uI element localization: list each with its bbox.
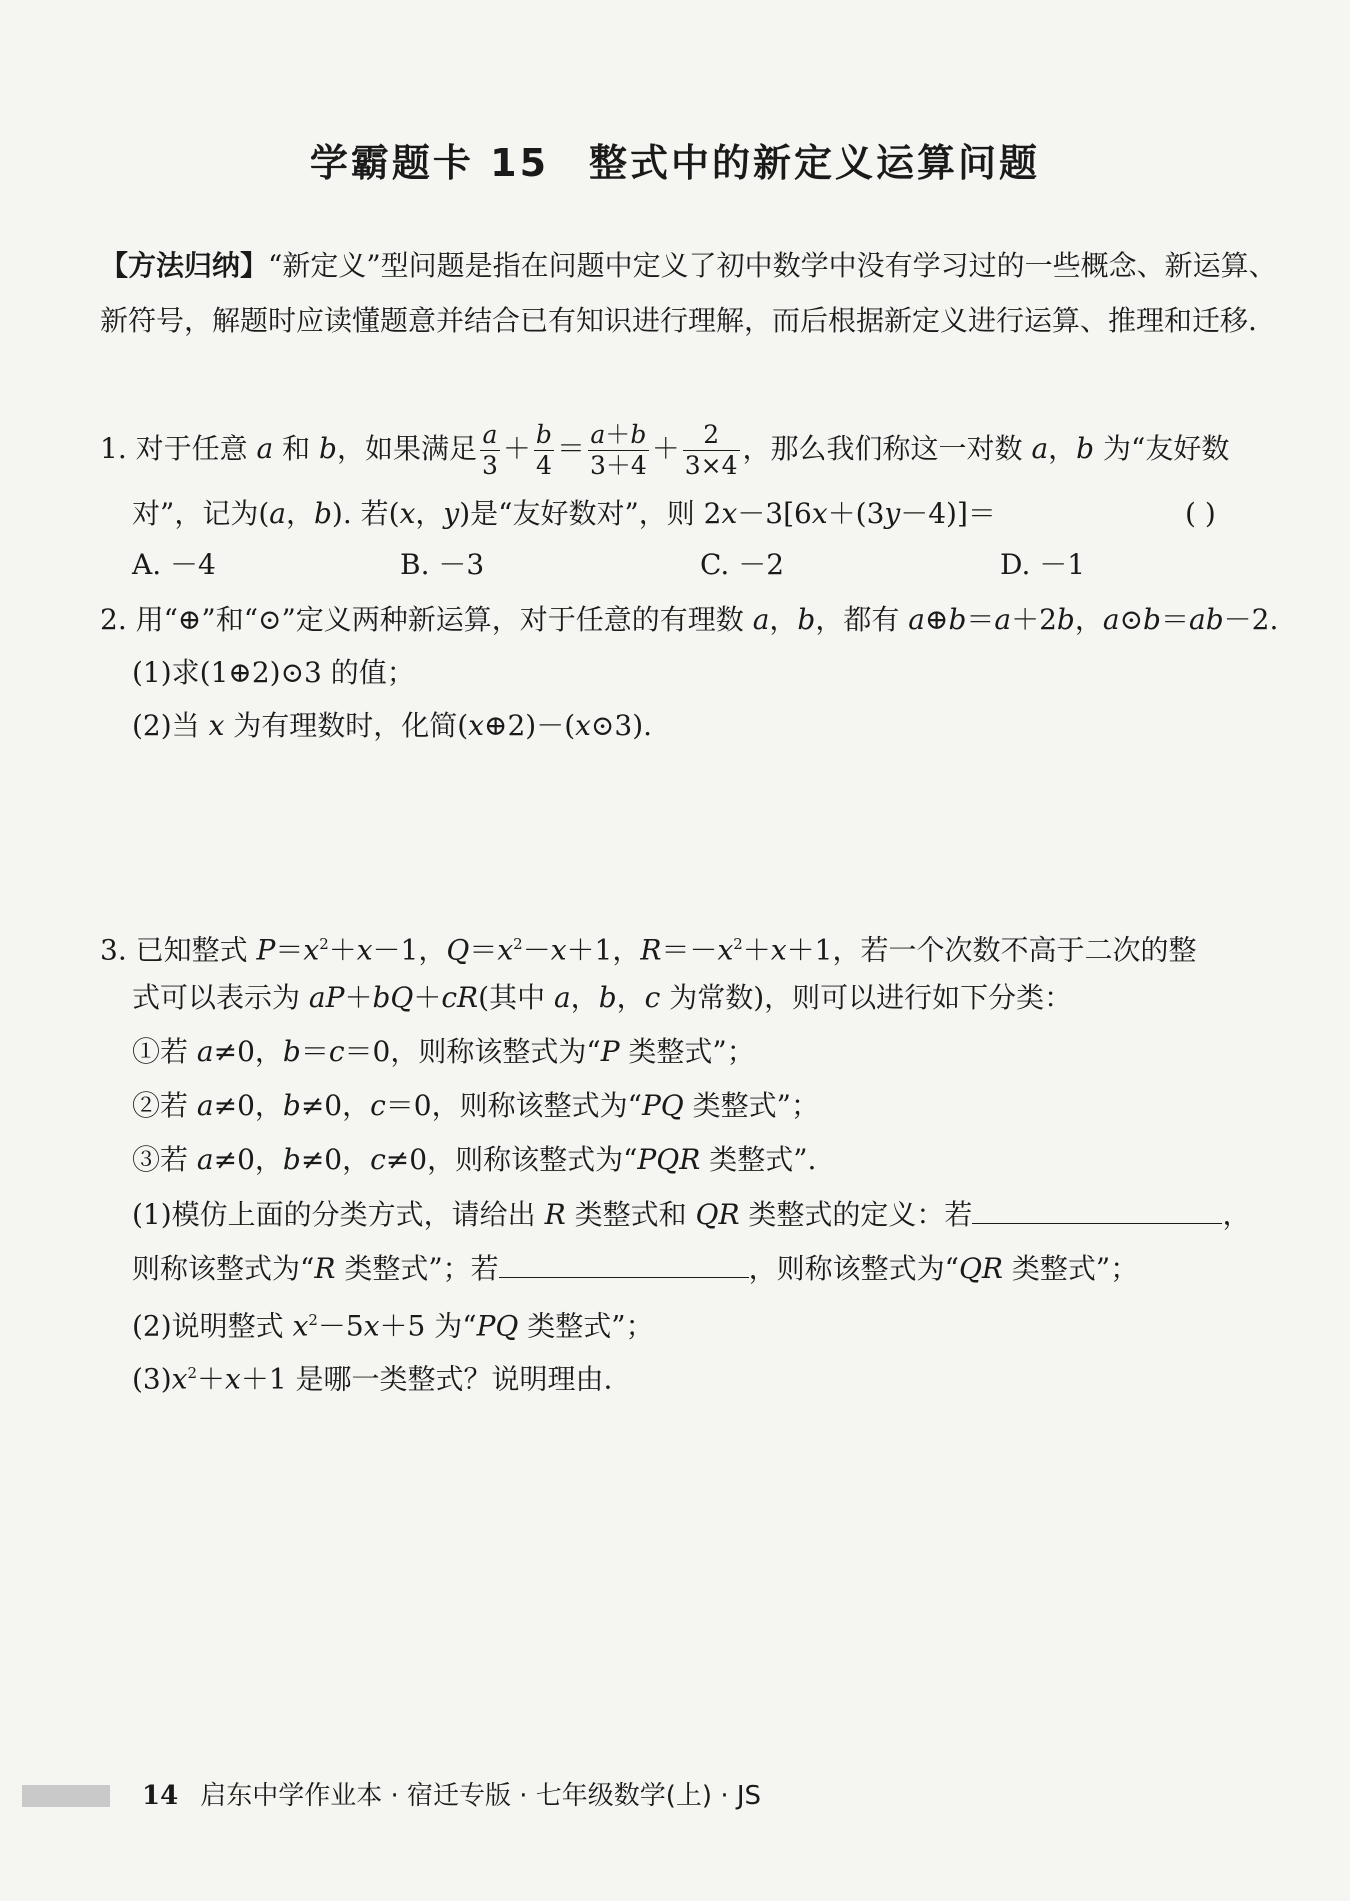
q3-text: 类整式”；	[683, 1089, 819, 1122]
option-b: B. －3	[400, 548, 485, 581]
q3-line1: 3. 已知整式 $P=x^2+x-1$，$Q=x^2-x+1$，$R=-x^2+x+1$，若一个次数不高于二次的整	[100, 933, 1197, 967]
q3-text: 则称该整式为“	[132, 1252, 315, 1285]
q2-sub2: (2)当 x 为有理数时，化简(x⊕2)－(x⊙3).	[132, 709, 653, 742]
q3-case2: ②若 a≠0，b≠0，c＝0，则称该整式为“PQ 类整式”；	[132, 1089, 819, 1122]
answer-parentheses: ( )	[1185, 497, 1216, 530]
q2-text: ⊙3).	[590, 709, 653, 742]
q3-text: (其中	[478, 981, 554, 1014]
q3-case1: ①若 a≠0，b＝c＝0，则称该整式为“P 类整式”；	[132, 1035, 755, 1068]
q3-text: 类整式”；	[1003, 1252, 1139, 1285]
q1-text: 对”，记为(	[132, 497, 270, 530]
q2-line1: 2. 用“⊕”和“⊙”定义两种新运算，对于任意的有理数 a，b，都有 a⊕b＝a＋2b，a⊙b＝ab－2.	[100, 603, 1279, 636]
q3-text: 类整式”；	[619, 1035, 755, 1068]
q3-text: ③若	[132, 1143, 197, 1176]
q3-sub1-line1: (1)模仿上面的分类方式，请给出 R 类整式和 QR 类整式的定义：若 ，	[132, 1193, 1250, 1233]
title-topic: 整式中的新定义运算问题	[589, 141, 1041, 185]
q1-text: ). 若(	[331, 497, 400, 530]
q1-text: ，如果满足	[336, 432, 477, 465]
q3-text: 类整式的定义：若	[739, 1198, 973, 1231]
q1-line2: 对”，记为(a，b). 若(x，y)是“友好数对”，则 2x－3[6x＋(3y－4)]＝	[132, 497, 996, 530]
q3-text: (2)说明整式	[132, 1309, 293, 1343]
q3-text: ，则称该整式为“	[431, 1089, 642, 1122]
q3-text: 类整式”；	[518, 1309, 654, 1343]
option-c: C. －2	[700, 548, 785, 581]
fraction: $\frac{a}{3}$	[482, 420, 498, 480]
q1-text: 为“友好数	[1094, 432, 1230, 465]
q3-text: ，若一个次数不高于二次的整	[832, 933, 1197, 967]
q1-text: 和	[273, 432, 320, 465]
fraction: $\frac{a+b}{3+4}$	[589, 420, 647, 480]
q3-line2: 式可以表示为 aP＋bQ＋cR(其中 a，b，c 为常数)，则可以进行如下分类：	[132, 981, 1073, 1014]
page-number: 14	[142, 1781, 179, 1811]
page-title	[0, 132, 1350, 187]
option-d: D. －1	[1000, 548, 1086, 581]
q3-text: ，则称该整式为“	[748, 1252, 959, 1285]
q3-text: 3. 已知整式	[100, 933, 257, 967]
q3-text: 类整式”；若	[335, 1252, 499, 1285]
q1-text: ＝	[967, 497, 996, 530]
q3-text: 类整式和	[565, 1198, 696, 1231]
title-card-number: 学霸题卡 15	[309, 141, 550, 185]
q2-text: (2)当	[132, 709, 209, 742]
fill-blank-2[interactable]	[499, 1247, 749, 1278]
page-footer	[142, 1775, 761, 1812]
q3-sub1-line2: 则称该整式为“R 类整式”；若 ，则称该整式为“QR 类整式”；	[132, 1247, 1138, 1287]
q3-text: 式可以表示为	[132, 981, 309, 1014]
q1-text: ，那么我们称这一对数	[742, 432, 1032, 465]
q3-text: (1)模仿上面的分类方式，请给出	[132, 1198, 545, 1231]
method-tag: 【方法归纳】	[100, 249, 269, 282]
method-summary	[100, 238, 1280, 348]
q2-text: 2. 用“⊕”和“⊙”定义两种新运算，对于任意的有理数	[100, 603, 753, 636]
q1-text: 1. 对于任意	[100, 432, 257, 465]
fraction: $\frac{b}{4}$	[535, 420, 552, 480]
fill-blank-1[interactable]	[972, 1193, 1222, 1224]
q3-text: ，	[1222, 1198, 1251, 1231]
q3-text: ②若	[132, 1089, 197, 1122]
q3-text: 是哪一类整式？说明理由.	[286, 1362, 613, 1396]
q3-text: 为常数)，则可以进行如下分类：	[660, 981, 1073, 1014]
q3-text: 类整式”.	[700, 1143, 817, 1176]
q2-text: 为有理数时，化简(	[224, 709, 469, 742]
q2-sub1: (1)求(1⊕2)⊙3 的值；	[132, 656, 415, 689]
method-text: “新定义”型问题是指在问题中定义了初中数学中没有学习过的一些概念、新运算、新符号，解题时应读懂题意并结合已有知识进行理解，而后根据新定义进行运算、推理和迁移.	[100, 249, 1277, 337]
q3-text: ，则称该整式为“	[390, 1035, 601, 1068]
q3-text: ①若	[132, 1035, 197, 1068]
q3-text: 为“	[425, 1309, 477, 1343]
option-a: A. －4	[132, 548, 216, 581]
q3-sub2: (2)说明整式 $x^2-5x+5$ 为“PQ 类整式”；	[132, 1309, 654, 1343]
footer-decoration	[22, 1785, 110, 1807]
q3-text: (3)	[132, 1362, 172, 1396]
q3-case3: ③若 a≠0，b≠0，c≠0，则称该整式为“PQR 类整式”.	[132, 1143, 817, 1176]
q3-sub3: $(3)x^2+x+1$ 是哪一类整式？说明理由.	[132, 1362, 613, 1396]
q2-text: ，都有	[815, 603, 909, 636]
q1-text: )是“友好数对”，则	[459, 497, 704, 530]
q2-text: ⊕2)－(	[484, 709, 576, 742]
fraction: $\frac{2}{3\times 4}$	[684, 420, 738, 480]
book-title: 启东中学作业本 · 宿迁专版 · 七年级数学(上) · JS	[200, 1781, 762, 1811]
q1-line1: 1. 对于任意 a 和 b，如果满足 $\frac{a}{3}$ ＋ $\frac{b}{4}$ ＝ $\frac{a+b}{3+4}$ ＋ $\frac{2}{3\times 4}$ ，那么我们称这一对数 a，b 为“友好数	[100, 420, 1230, 480]
q3-text: ，则称该整式为“	[427, 1143, 638, 1176]
